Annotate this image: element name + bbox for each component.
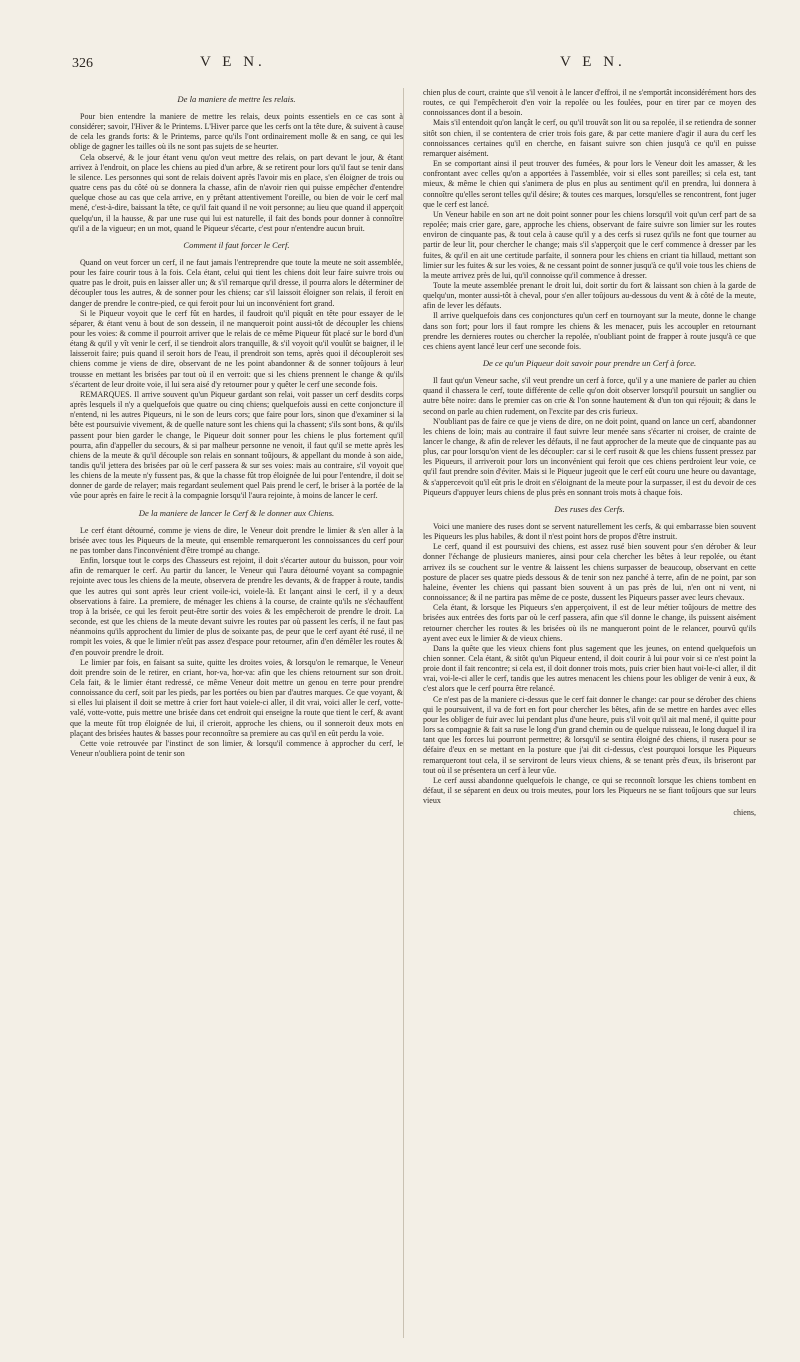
right-column	[423, 88, 756, 1348]
paragraph: Le limier par fois, en faisant sa suite, quitte les droites voies, & lorsqu'on le remarque, le Veneur doit prendre soin de le retirer, en criant, hor-va, hor-va: afin que les chiens retournent sur son droit. Cela fait, & le limier étant redressé, ce même Veneur doit mettre un genou en terre pour prendre connoissance du cerf, soit par les pieds, par les portées ou bien par d'autres marques. Ce que voyant, & si elles lui plaisent il doit se mettre à crier fort haut voiele-ci aller, il dit vrai, voici aller le cerf, votte-valé, votte-votte, puis mettre une brisée dans cet endroit qui enseigne la route que tient le cerf, & avant que la meute fût trop éloignée de lui, il crieroit, approche les chiens, ou il sonneroit deux mots en plaçant des brisées hautes & basses pour reconnoître sa premiere au cas qu'il en eût perdu la voie.	[70, 657, 403, 738]
left-column	[70, 88, 403, 1348]
paragraph: Enfin, lorsque tout le corps des Chasseurs est rejoint, il doit s'écarter autour du buisson, pour voir afin de remarquer le cerf. Au partir du lancer, le Veneur qui l'aura détourné voyant sa compagnie rejointe avec tous les chiens de la meute, observera de prendre les devants, & de frapper à route, tandis que les autres qui sont après leur crient voile-ici, voiele-là. Et lançant ainsi le cerf, il y a deux observations à faire. La premiere, de ménager les chiens à la course, de crainte qu'ils ne s'échauffent trop à la brisée, ce qui les feroit peut-être sortir des voies & les empêcheroit de prendre le droit. La seconde, est que les chiens de la meute devant suivre les routes par où passent les cerfs, il ne faut pas néanmoins qu'ils approchent du limier de plus de soixante pas, de peur que le cerf ayant été rusé, il ne rompit les voies, & que le limier n'eût pas assez d'espace pour retourner, afin d'en démêler les routes & d'en pouvoir prendre le droit.	[70, 556, 403, 657]
running-head-left: V E N.	[200, 54, 266, 70]
paragraph: N'oubliant pas de faire ce que je viens de dire, on ne doit point, quand on lance un cerf, abandonner les chiens de loin; mais au contraire il faut suivre leur menée sans s'écarter ni croiser, de crainte de lancer le change, & afin de relever les défauts, il ne faut approcher de la meute que de cinquante pas au plus, car pour lorsqu'on vient de les découpler: car si le cerf rusoit & que les chiens fussent pressez par les Piqueurs, il arriveroit pour lors un inconvénient qui feroit que ces chiens perdroient leur voie, ce qu'il faut prendre soin d'éviter. Mais si le Piqueur jugeoit que le cerf eût couru une heure ou davantage, & s'appercevoit qu'il eût pris le droit en s'éloignant de la meute pour la surpasser, il est du devoir de ces Piqueurs d'appuyer leurs chiens de plus près en sonnant trois mots à chaque fois.	[423, 416, 756, 497]
text-columns	[70, 88, 756, 1348]
page-header	[0, 54, 800, 80]
paragraph: En se comportant ainsi il peut trouver des fumées, & pour lors le Veneur doit les amasser, & les confrontant avec celles qu'on a apportées à l'assemblée, voir si elles sont pareilles; si cela est, tant mieux, & même le chien qui s'animera de plus en plus au sentiment qu'il en prendra, lui donnera à connoître qu'elles seront telles qu'il désire; & toutes ces marques, lorsqu'elles se rencontrent, font juger que le cerf est lancé.	[423, 159, 756, 209]
section-heading: Comment il faut forcer le Cerf.	[183, 239, 290, 250]
paragraph: Cela étant, & lorsque les Piqueurs s'en apperçoivent, il est de leur métier toûjours de mettre des brisées aux entrées des forts par où le cerf passera, afin que s'il donne le change, ils puissent aisément retourner chercher les routes & les brisées où ils ne manqueront point de le relancer, pourvû qu'ils ayent avec eux le limier & de vieux chiens.	[423, 603, 756, 643]
paragraph: Cela observé, & le jour étant venu qu'on veut mettre des relais, on part devant le jour, & étant arrivez à l'endroit, on place les chiens au pied d'un arbre, & se retirent pour lors qu'il faut se tenir dans le silence. Les personnes qui sont de relais doivent après l'avoir mis en place, s'en éloigner de trois ou quatre cens pas du côté où se donnera la chasse, afin de n'avoir rien qui puisse empêcher d'entendre quelque chose au cas que cela arrive, en y prêtant attentivement l'oreille, ou bien de voir le cerf mal mené, c'est-à-dire, baissant la tête, ce qu'il fait quand il ne voit personne; au lieu que quand il apperçoit quelqu'un, il la hausse, & par une ruse qui lui est naturelle, il fait des bonds pour donner à connoître qu'il a de la vigueur; en un mot, quand le Piqueur s'écarte, c'est pour n'entendre aucun bruit.	[70, 152, 403, 233]
paragraph: Ce n'est pas de la maniere ci-dessus que le cerf fait donner le change: car pour se dérober des chiens qui le poursuivent, il va de fort en fort pour chercher les bêtes, afin de se mettre en hardes avec elles pour les obliger de fuir avec lui pendant plus d'une heure, puis s'il voit qu'il ait mal mené, il quitte pour lors sa compagnie & fait sa ruse le long d'un grand chemin ou de quelque ruisseau, le long duquel il ira tant que les forces lui pourront permettre; & lorsqu'il se sentira éloigné des chiens, il rusera pour se défaire d'eux en se mettant en la posture que j'ai dit ci-dessus, c'est pourquoi lorsque les Piqueurs remarqueront tout cela, il se serviront de leurs vieux chiens, & se tenant près d'eux, ils briseront par tout où il se présentera un cerf à leur vûe.	[423, 694, 756, 775]
paragraph: chien plus de court, crainte que s'il venoit à le lancer d'effroi, il ne s'emportât inconsidérément hors des routes, ce qui l'empêcheroit d'en voir la repolée ou les foulées, pour en tirer par ce moyen des connoissances dont il a besoin.	[423, 88, 756, 118]
paragraph: Le cerf, quand il est poursuivi des chiens, est assez rusé bien souvent pour s'en dérober & leur donner l'échange de plusieurs manieres, ainsi pour cela chercher les bêtes à leur repolée, ou étant arrivez ils se couchent sur le ventre & laissent les chiens surpasser de beaucoup, observant en cette posture de placer ses quatre pieds dessous & de tenir son nez panché à terre, afin de ne point, par son haleine, éventer les chiens qui passant bien souvent à un pas près de lui, n'en ont ni vent, ni connoissance; & il ne partira pas même de ce poste, dussent les Piqueurs passer avec leurs chevaux.	[423, 542, 756, 603]
paragraph: Dans la quête que les vieux chiens font plus sagement que les jeunes, on entend quelquefois un chien sonner. Cela étant, & sitôt qu'un Piqueur entend, il doit courir à lui pour voir si ce n'est point la proie dont il fait rencontre; si cela est, il doit donner trois mots, puis crier bien haut voi-le-ci aller, il dit vrai, voi-le-ci aller le cerf, tandis que les autres menacent les chiens pour les obliger de venir à eux, & c'est alors que le cerf pourra être relancé.	[423, 643, 756, 694]
paragraph: Si le Piqueur voyoit que le cerf fût en hardes, il faudroit qu'il piquât en tête pour essayer de le séparer, & étant venu à bout de son dessein, il ne manqueroit point aussi-tôt de découpler les chiens pour les voies: & comme il pourroit arriver que le relais de ce même Piqueur fût placé sur le bord d'un étang & qu'il y vît venir le cerf, il se tiendroit alors tranquille, & s'il voyoit qu'il voulût se baigner, il le laisseroit faire; puis quand il seroit hors de l'eau, il prendroit son tems, après quoi il découpleroit ses chiens comme je viens de dire, observant de ne les point abandonner & de sonner toûjours à leur trousse en mettant les brisées par tout où il en verroit: que si les chiens prennent le change & qu'ils s'écartent de leur droite voie, il lui sera aisé d'y retourner pour y quêter le cerf une seconde fois.	[70, 308, 403, 389]
paragraph: Mais s'il entendoit qu'on lançât le cerf, ou qu'il trouvât son lit ou sa repolée, il se retiendra de sonner sitôt son chien, il se contentera de crier trois fois gare, & par cette maniere d'agir il aura du cerf les connoissances certaines qu'il en cherche, en faisant suivre son chien jusqu'à ce qu'il en puisse remarquer aisément.	[423, 118, 756, 158]
paragraph: Le cerf étant détourné, comme je viens de dire, le Veneur doit prendre le limier & s'en aller à la brisée avec tous les Piqueurs de la meute, qui ensemble remarqueront les connoissances du cerf pour ne pas tomber dans l'inconvénient d'être trompé au change.	[70, 525, 403, 555]
paragraph: Il arrive quelquefois dans ces conjonctures qu'un cerf en tournoyant sur la meute, donne le change dans son fort; pour lors il faut rompre les chiens & les menacer, puis les accoupler en retournant prendre les dernieres routes ou chercher la repolée, n'oubliant point de frapper à route jusqu'à ce que ces chiens ayent lancé leur cerf une seconde fois.	[423, 311, 756, 351]
paragraph: Un Veneur habile en son art ne doit point sonner pour les chiens lorsqu'il voit qu'un cerf part de sa repolée; mais crier gare, gare, approche les chiens, observant de faire suivre son limier sur les routes environ de cinquante pas, & tout cela à cause qu'il y a des cerfs si rusez qu'ils ne font que tourner au partir de leur lit, pour chercher le change; mais s'il s'apperçoit que le cerf commence à dresser par les fuites, & qu'il en ait une certitude parfaite, il sonnera pour les chiens en criant tia hillaud, mettant son limier sur les fuites & sur les voies, & ne cessant point de sonner jusqu'à ce qu'il voie tous les chiens de la meute arrivez près de lui, qu'il connoisse qu'il commence à dresser.	[423, 209, 756, 280]
paragraph: REMARQUES. Il arrive souvent qu'un Piqueur gardant son relai, voit passer un cerf desdits corps après lesquels il n'y a quelquefois que quatre ou cinq chiens; quelquefois aussi en cette conjoncture il n'entend, ni les autres Piqueurs, ni le son de leurs cors; que faire pour lors, sinon que d'examiner si la bête est poursuivie vivement, & de quelle nature sont les chiens qui la chassent; s'ils sont bons, & qu'ils passent pour bien garder le change, le Piqueur doit sonner pour les chiens le plus fortement qu'il pourra, afin d'appeller du secours, & si par malheur personne ne venoit, il faut qu'il se mette après les chiens de la meute & qu'il découple son relais en sonnant toûjours, & appellant du monde à son aide, tandis qu'il jettera des brisées par où le cerf passera & sur ses voies: mais au contraire, s'il voyoit que les chiens de la meute n'y fussent pas, & que la chasse fût trop éloignée de lui pour l'entendre, il doit se donner de garde de relayer; mais regardant seulement quel Pais prend le cerf, le briser à la portée de la vûe pour après en faire le recit à la compagnie lorsqu'il l'aura rejointe, à moins de lancer le cerf.	[70, 389, 403, 501]
catchword: chiens,	[733, 808, 756, 818]
paragraph: Voici une maniere des ruses dont se servent naturellement les cerfs, & qui embarrasse bien souvent les Piqueurs les plus habiles, & dont il n'est point hors de propos d'être instruit.	[423, 521, 756, 542]
paragraph: Le cerf aussi abandonne quelquefois le change, ce qui se reconnoît lorsque les chiens tombent en défaut, il se séparent en deux ou trois meutes, pour lors les Piqueurs ne se fiant toûjours que sur leurs vieux	[423, 775, 756, 806]
page-number: 326	[72, 56, 93, 71]
section-heading: De ce qu'un Piqueur doit savoir pour prendre un Cerf à force.	[482, 358, 697, 369]
paragraph: Pour bien entendre la maniere de mettre les relais, deux points essentiels en ce cas sont à considérer; savoir, l'Hiver & le Printems. L'Hiver parce que les cerfs ont la tête dure, & suivent à cause de cela les grands forts: & le Printems, parce qu'ils l'ont ordinairement molle & en sang, ce qui les oblige de gagner les tailles où ils ne sont pas sujets de se heurter.	[70, 112, 403, 152]
section-heading: De la maniere de lancer le Cerf & le donner aux Chiens.	[138, 507, 335, 518]
paragraph: Cette voie retrouvée par l'instinct de son limier, & lorsqu'il commence à approcher du cerf, le Veneur n'oubliera point de tenir son	[70, 738, 403, 759]
running-head-right: V E N.	[560, 54, 626, 70]
paragraph: Toute la meute assemblée prenant le droit lui, doit sortir du fort & laissant son chien à la garde de quelqu'un, monter aussi-tôt à cheval, pour s'en aller toûjours au-dessous du vent & à côté de la meute, afin de lever les défauts.	[423, 280, 756, 311]
section-heading: De la maniere de mettre les relais.	[177, 94, 296, 104]
section-heading: Des ruses des Cerfs.	[554, 503, 625, 514]
paragraph: Il faut qu'un Veneur sache, s'il veut prendre un cerf à force, qu'il y a une maniere de parler au chien quand il chassera le cerf, toute différente de celle qu'on doit observer lorsqu'il poursuit un sanglier ou autre bête noire: dans le premier cas on crie & l'on sonne hautement & d'un ton qui réjouit; & dans le second on parle au chien rudement, on l'excite par des cris furieux.	[423, 376, 756, 416]
paragraph: Quand on veut forcer un cerf, il ne faut jamais l'entreprendre que toute la meute ne soit assemblée, pour les faire courir tous à la fois. Cela étant, celui qui tient les chiens doit leur faire suivre trois ou quatre pas le droit, puis en laisser aller un; & s'il remarque qu'il dresse, il pourra alors le déterminer de découpler tous les autres, & de sonner pour les chiens; car s'il laissoit éloigner son relais, il feroit en danger de prendre le contre-pied, ce qui feroit pour lui un inconvénient fort grand.	[70, 257, 403, 308]
